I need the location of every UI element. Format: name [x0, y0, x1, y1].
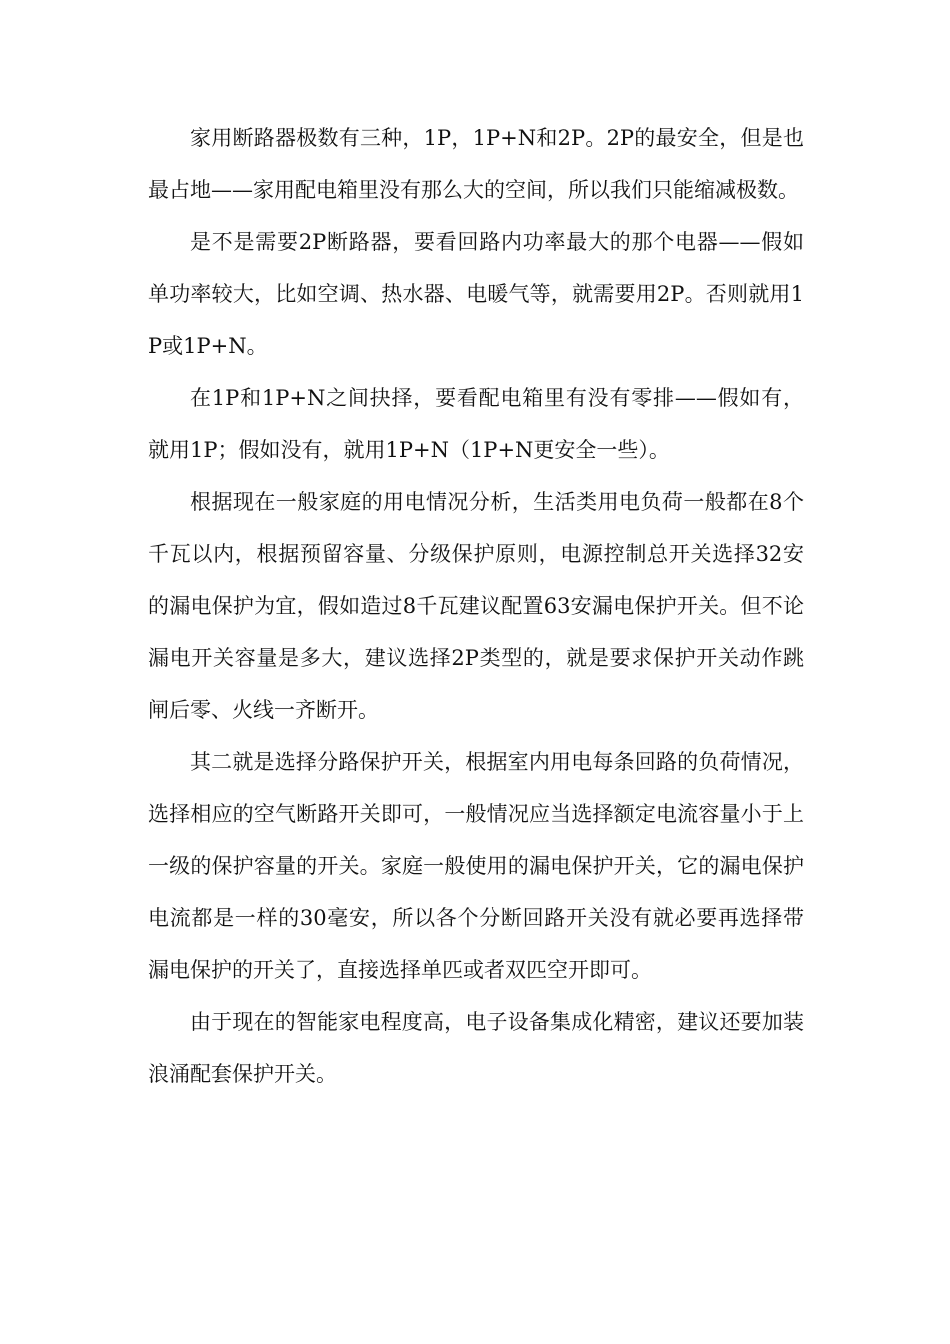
document-body — [148, 112, 804, 1100]
paragraph-1p-vs-1pn: 在1P和1P+N之间抉择，要看配电箱里有没有零排——假如有，就用1P；假如没有，就用1P+N（1P+N更安全一些）。 — [148, 386, 804, 462]
paragraph-breaker-poles: 家用断路器极数有三种，1P，1P+N和2P。2P的最安全，但是也最占地——家用配电箱里没有那么大的空间，所以我们只能缩减极数。 — [148, 126, 804, 202]
paragraph-main-switch: 根据现在一般家庭的用电情况分析，生活类用电负荷一般都在8个千瓦以内，根据预留容量、分级保护原则，电源控制总开关选择32安的漏电保护为宜，假如造过8千瓦建议配置63安漏电保护开关。但不论漏电开关容量是多大，建议选择2P类型的，就是要求保护开关动作跳闸后零、火线一齐断开。 — [148, 490, 804, 722]
paragraph-surge-protector: 由于现在的智能家电程度高，电子设备集成化精密，建议还要加装浪涌配套保护开关。 — [148, 1010, 804, 1086]
paragraph-need-2p: 是不是需要2P断路器，要看回路内功率最大的那个电器——假如单功率较大，比如空调、热水器、电暖气等，就需要用2P。否则就用1P或1P+N。 — [148, 230, 804, 358]
paragraph-branch-switch: 其二就是选择分路保护开关，根据室内用电每条回路的负荷情况，选择相应的空气断路开关即可，一般情况应当选择额定电流容量小于上一级的保护容量的开关。家庭一般使用的漏电保护开关，它的漏电保护电流都是一样的30毫安，所以各个分断回路开关没有就必要再选择带漏电保护的开关了，直接选择单匹或者双匹空开即可。 — [148, 750, 804, 982]
